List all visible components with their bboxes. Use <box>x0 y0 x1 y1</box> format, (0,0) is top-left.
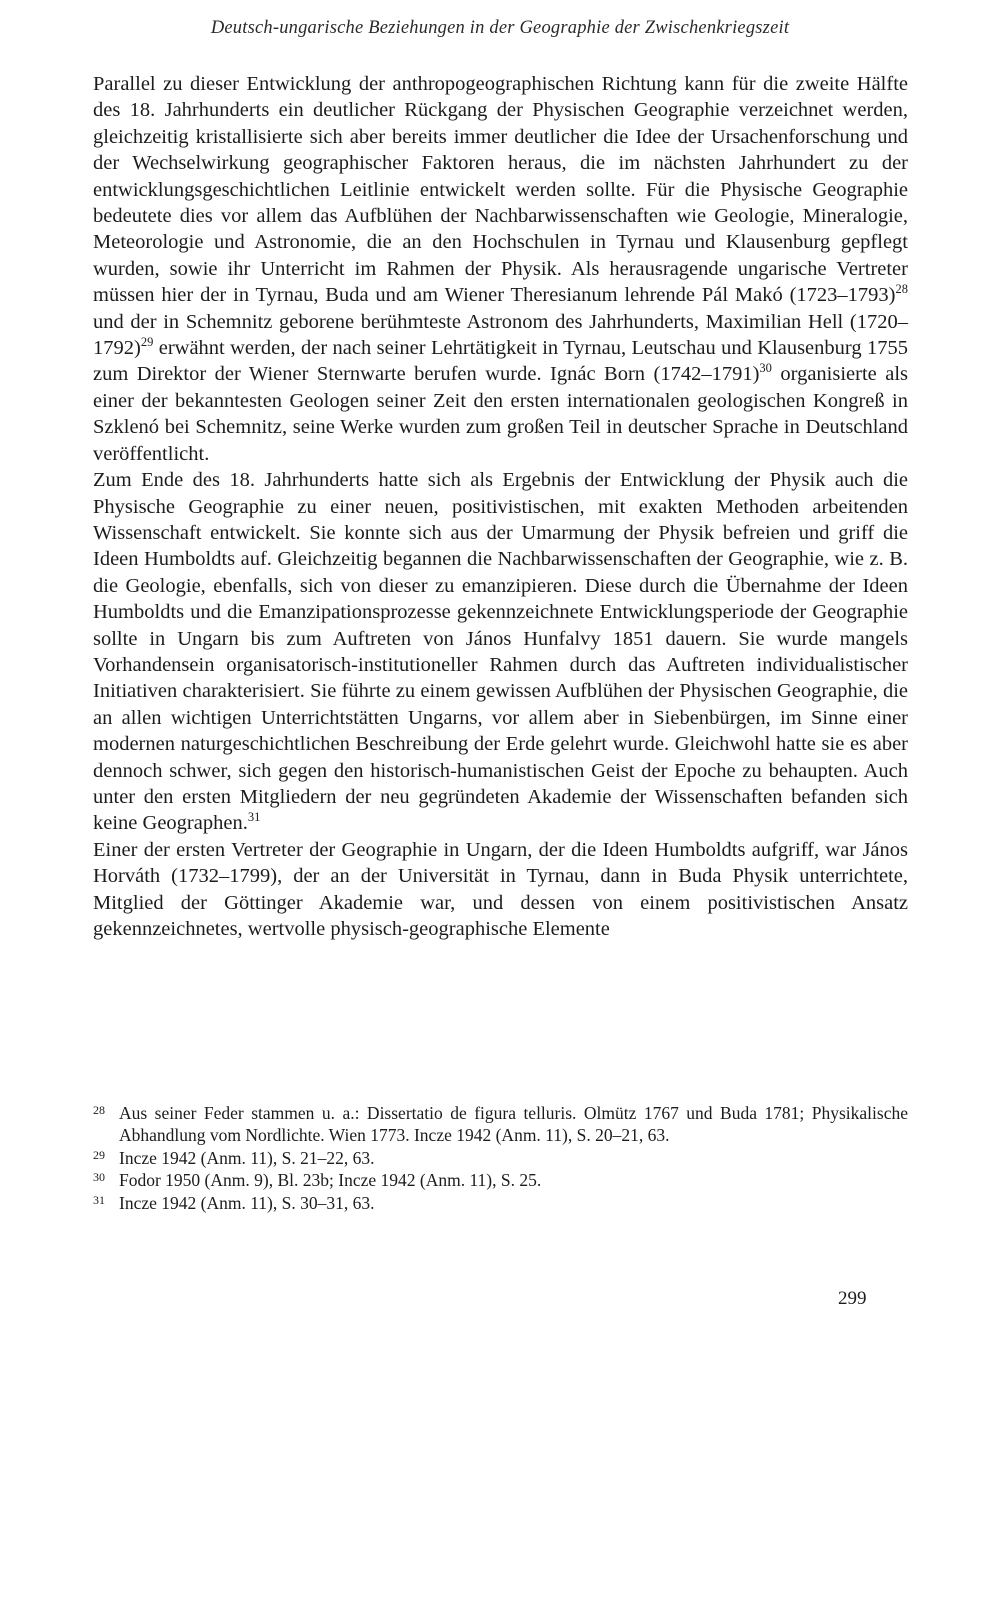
footnote-28 <box>93 1102 908 1147</box>
paragraph-3-part-1: Einer der ersten Vertreter der Geographie in Ungarn, der die Ideen Humboldts aufgriff, war János Horváth (1732–1799), der an der Universität in Tyrnau, dann in Buda Physik unterrichtete, Mitglied der Göttinger Akademie war, und dessen von einem positivistischen Ansatz gekennzeichnetes, wertvolle physisch-geographische Elemente <box>93 838 908 940</box>
footnote-ref-29[interactable]: 29 <box>140 335 154 350</box>
footnote-text: Incze 1942 (Anm. 11), S. 21–22, 63. <box>119 1147 375 1168</box>
footnote-number: 28 <box>93 1103 105 1117</box>
footnote-ref-31[interactable]: 31 <box>247 810 261 825</box>
body-text <box>93 71 908 942</box>
paragraph-2-part-1: Zum Ende des 18. Jahrhunderts hatte sich als Ergebnis der Entwicklung der Physik auch die Physische Geographie zu einer neuen, positivistischen, mit exakten Methoden arbeitenden Wissenschaft entwickelt. Sie konnte sich aus der Umarmung der Physik befreien und griff die Ideen Humboldts auf. Gleichzeitig begannen die Nachbarwissenschaften der Geographie, wie z. B. die Geologie, ebenfalls, sich von dieser zu emanzipieren. Diese durch die Übernahme der Ideen Humboldts und die Emanzipationsprozesse gekennzeichnete Entwicklungsperiode der Geographie sollte in Ungarn bis zum Auftreten von János Hunfalvy 1851 dauern. Sie wurde mangels Vorhandensein organisatorisch-institutioneller Rahmen durch das Auftreten individualistischer Initiativen charakterisiert. Sie führte zu einem gewissen Aufblühen der Physischen Geographie, die an allen wichtigen Unterrichtstätten Ungarns, vor allem aber in Siebenbürgen, im Sinne einer modernen naturgeschichtlichen Beschreibung der Erde gelehrt wurde. Gleichwohl hatte sie es aber dennoch schwer, sich gegen den historisch-humanistischen Geist der Epoche zu behaupten. Auch unter den ersten Mitgliedern der neu gegründeten Akademie der Wissenschaften befanden sich keine Geographen. <box>93 469 908 835</box>
footnote-number: 29 <box>93 1147 105 1162</box>
footnotes <box>93 1102 908 1214</box>
paragraph-1-part-3: erwähnt werden, der nach seiner Lehrtätigkeit in Tyrnau, Leutschau und Klausenburg 1755 zum Direktor der Wiener Sternwarte berufen wurde. Ignác Born (1742–1791) <box>93 337 908 386</box>
footnote-text: Incze 1942 (Anm. 11), S. 30–31, 63. <box>119 1192 375 1213</box>
paragraph-1-part-4: organisierte als einer der bekanntesten Geologen seiner Zeit den ersten internationalen geologischen Kongreß in Szklenó bei Schemnitz, seine Werke wurden zum großen Teil in deutscher Sprache in Deutschland veröffentlicht. <box>93 363 908 465</box>
footnote-31 <box>93 1192 908 1214</box>
footnote-29 <box>93 1147 908 1169</box>
footnote-number: 30 <box>93 1170 105 1185</box>
running-head: Deutsch-ungarische Beziehungen in der Geographie der Zwischenkriegszeit <box>210 18 790 38</box>
footnote-ref-30[interactable]: 30 <box>759 361 772 376</box>
paragraph-2 <box>93 467 908 837</box>
footnote-text: Fodor 1950 (Anm. 9), Bl. 23b; Incze 1942 (Anm. 11), S. 25. <box>119 1170 542 1191</box>
footnote-text: Aus seiner Feder stammen u. a.: Dissertatio de figura telluris. Olmütz 1767 und Buda 1781; Physikalische Abhandlung vom Nordlichte. Wien 1773. Incze 1942 (Anm. 11), S. 20–21, 63. <box>119 1103 908 1146</box>
paragraph-1-part-1: Parallel zu dieser Entwicklung der anthropogeographischen Richtung kann für die zweite Hälfte des 18. Jahrhunderts ein deutlicher Rückgang der Physischen Geographie verzeichnet werden, gleichzeitig kristallisierte sich aber bereits immer deutlicher die Idee der Ursachenforschung und der Wechselwirkung geographischer Faktoren heraus, die im nächsten Jahrhundert zu der entwicklungsgeschichtlichen Leitlinie entwickelt werden sollte. Für die Physische Geographie bedeutete dies vor allem das Aufblühen der Nachbarwissenschaften wie Geologie, Mineralogie, Meteorologie und Astronomie, die an den Hochschulen in Tyrnau und Klausenburg gepflegt wurden, sowie ihr Unterricht im Rahmen der Physik. Als herausragende ungarische Vertreter müssen hier der in Tyrnau, Buda und am Wiener Theresianum lehrende Pál Makó (1723–1793) <box>93 73 908 307</box>
paragraph-3 <box>93 837 908 943</box>
paragraph-1-part-2: und der in Schemnitz geborene berühmteste Astronom des Jahrhunderts, Maximilian Hell (1720–1792) <box>93 310 908 360</box>
footnote-number: 31 <box>93 1192 105 1207</box>
paragraph-1 <box>93 71 908 467</box>
page-number: 299 <box>838 1288 867 1309</box>
footnote-30 <box>93 1169 908 1191</box>
footnote-ref-28[interactable]: 28 <box>895 282 908 297</box>
